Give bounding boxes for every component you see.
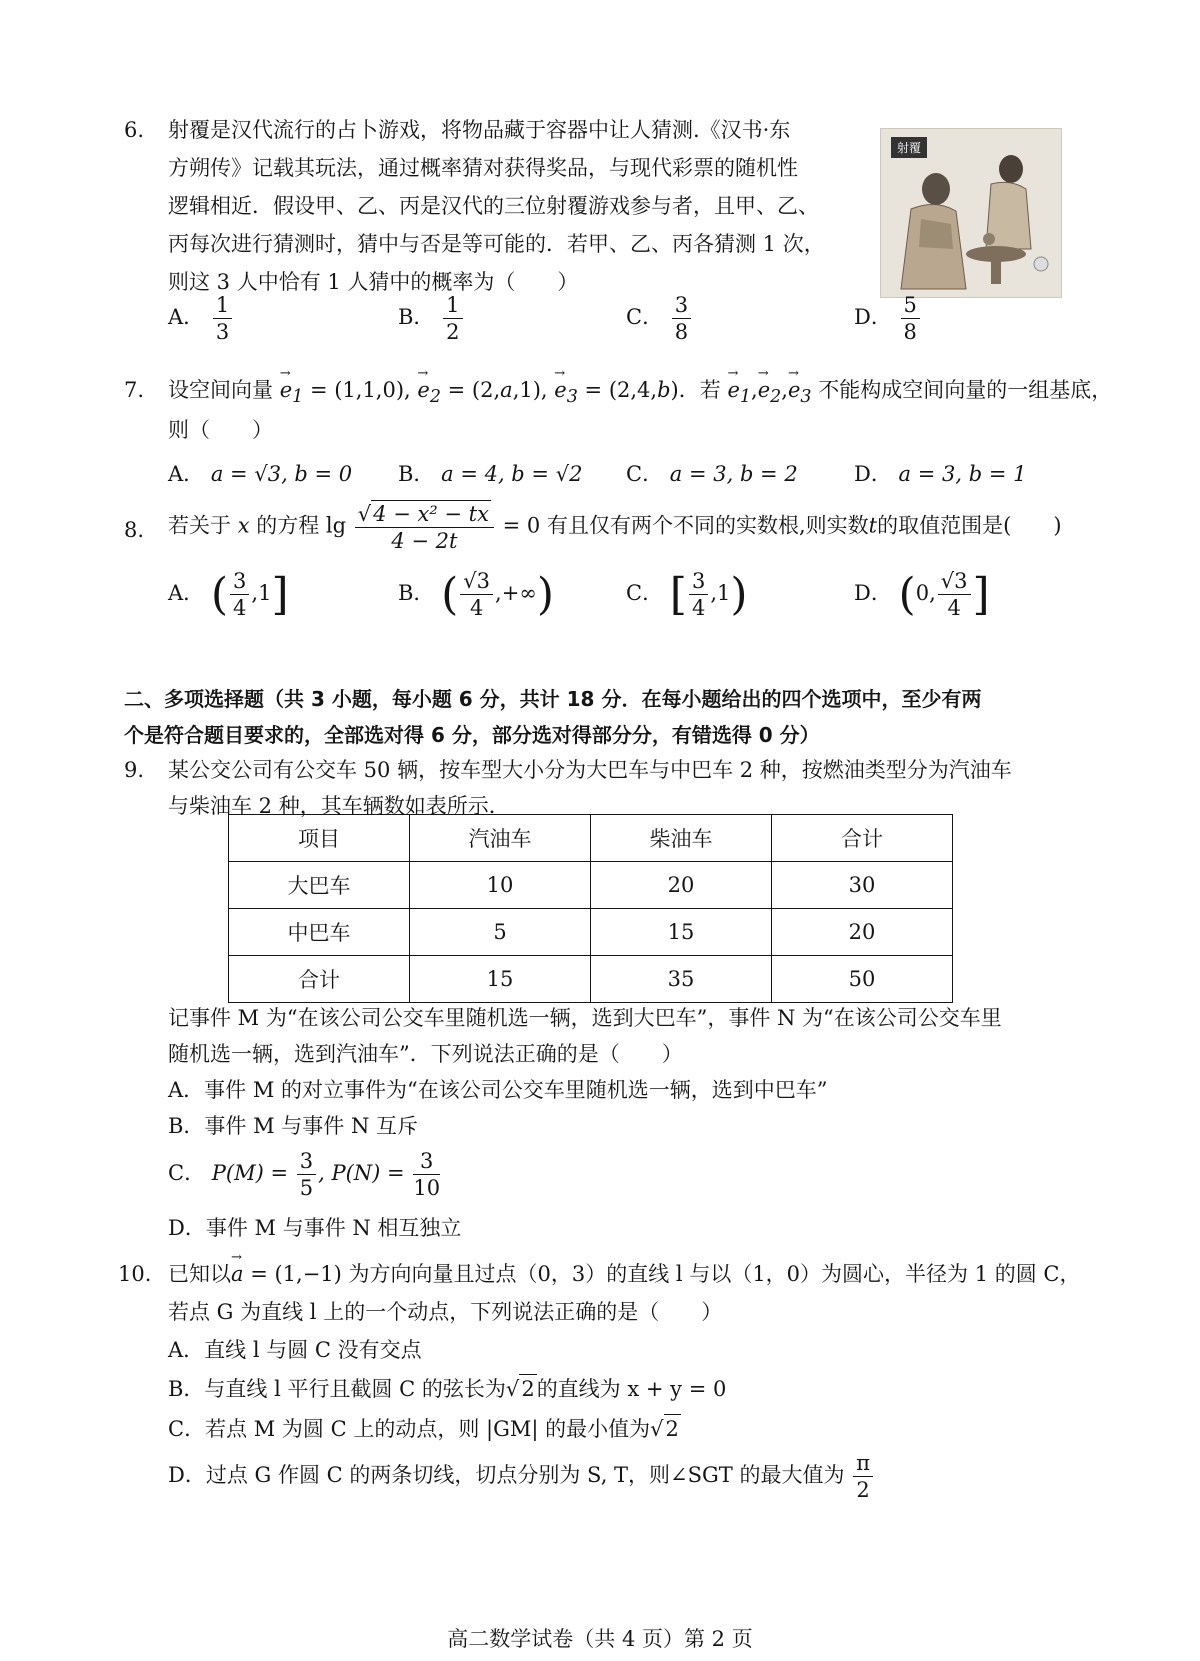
vector-e1: → $e_1$ <box>727 376 751 411</box>
option-label: D． <box>854 581 892 605</box>
numerator: 1 <box>443 292 462 319</box>
question-text-line: 逻辑相近．假设甲、乙、丙是汉代的三位射覆游戏参与者，且甲、乙、 <box>168 194 819 218</box>
option-a[interactable] <box>168 292 234 345</box>
table-cell: 中巴车 <box>229 909 410 956</box>
question-text-line: 射覆是汉代流行的占卜游戏，将物品藏于容器中让人猜测.《汉书·东 <box>168 118 791 142</box>
var-t: t <box>868 513 878 538</box>
table-header-cell: 柴油车 <box>591 815 772 862</box>
text: 已知以 <box>168 1262 231 1286</box>
illustration-label: 射覆 <box>891 137 927 158</box>
table-header-row <box>229 815 953 862</box>
denominator: 2 <box>446 320 460 344</box>
lg: lg <box>325 513 347 538</box>
option-text: a = 3, b = 2 <box>669 462 798 486</box>
bracket: ( <box>441 569 459 620</box>
option-b[interactable]: B．与直线 l 平行且截圆 C 的弦长为√2的直线为 x + y = 0 <box>168 1374 726 1403</box>
denominator: 8 <box>674 320 689 344</box>
text: = (1,−1) 为方向向量且过点（0，3）的直线 l 与以（1，0）为圆心，半径为 1 的圆 C， <box>243 1262 1081 1286</box>
fraction <box>689 568 708 621</box>
table-row <box>229 956 953 1003</box>
value: ) <box>670 378 679 402</box>
text: 的取值范围是( ) <box>877 513 1062 538</box>
option-a[interactable]: A．直线 l 与圆 C 没有交点 <box>168 1338 422 1362</box>
page-footer: 高二数学试卷（共 4 页）第 2 页 <box>447 1627 753 1651</box>
fraction <box>213 292 232 345</box>
denominator: 2 <box>856 1478 870 1502</box>
table-cell: 15 <box>410 956 591 1003</box>
table-header-cell: 合计 <box>772 815 953 862</box>
question-text-line: 与柴油车 2 种，其车辆数如表所示． <box>168 794 510 818</box>
denominator: 3 <box>215 320 230 344</box>
table-row <box>229 862 953 909</box>
table-header-cell: 项目 <box>229 815 410 862</box>
option-a[interactable] <box>168 458 352 488</box>
numerator: 3 <box>689 568 708 595</box>
text: 有且仅有两个不同的实数根,则实数 <box>546 513 869 538</box>
fraction <box>297 1148 316 1201</box>
denominator: 4 <box>947 596 961 620</box>
sheyu-illustration <box>880 128 1062 298</box>
numerator: 3 <box>413 1148 440 1175</box>
table-cell: 大巴车 <box>229 862 410 909</box>
var-x: x <box>237 513 250 538</box>
bracket: ( <box>898 569 916 620</box>
table-header-cell: 汽油车 <box>410 815 591 862</box>
denominator: 10 <box>413 1176 441 1200</box>
vector-e3: → $e_3$ <box>554 376 578 411</box>
numerator: 3 <box>672 292 691 319</box>
option-label: C． <box>626 462 664 486</box>
denominator: 4 <box>469 596 484 620</box>
numerator: 5 <box>901 292 920 319</box>
denominator: 4 − 2t <box>391 529 458 553</box>
question-number: 7. <box>124 378 145 402</box>
option-label: C． <box>626 305 664 329</box>
text: C．若点 M 为圆 C 上的动点，则 |GM| 的最小值为 <box>168 1417 651 1441</box>
question-number: 6. <box>124 118 145 142</box>
option-text: a = 4, b = √2 <box>441 462 583 486</box>
text: 不能构成空间向量的一组基底， <box>818 378 1113 402</box>
numerator: 3 <box>297 1148 316 1175</box>
fraction <box>853 1450 873 1503</box>
question-text-line <box>168 1260 1081 1288</box>
bracket: ] <box>972 569 990 620</box>
option-label: A． <box>168 581 205 605</box>
vector-e1: → $e_1$ <box>280 376 304 411</box>
fraction <box>230 568 249 621</box>
question-number: 10. <box>118 1262 152 1286</box>
numerator: √3 <box>938 568 971 595</box>
option-c[interactable]: C．若点 M 为圆 C 上的动点，则 |GM| 的最小值为√2 <box>168 1414 681 1443</box>
fraction <box>901 292 920 345</box>
option-c[interactable] <box>168 1148 442 1201</box>
option-text: a = 3, b = 1 <box>898 462 1027 486</box>
option-text: a = √3, b = 0 <box>210 462 353 486</box>
value: 0, <box>915 581 936 605</box>
question-number: 9. <box>124 758 145 782</box>
vehicle-table <box>228 814 953 1003</box>
var-a: a <box>500 378 513 402</box>
option-b[interactable] <box>398 568 554 621</box>
question-text-line: 记事件 M 为“在该公司公交车里随机选一辆，选到大巴车”，事件 N 为“在该公司公交车里 <box>168 1006 1002 1030</box>
denominator: 8 <box>903 320 917 344</box>
question-text-line: 则（ ） <box>168 418 273 442</box>
fraction <box>938 568 971 621</box>
option-label: D． <box>854 305 892 329</box>
sqrt-content: 4 − x² − tx <box>373 502 489 526</box>
bracket: ) <box>536 569 554 620</box>
numerator: π <box>853 1450 873 1477</box>
bracket: ) <box>730 569 748 620</box>
question-text-line: 某公交公司有公交车 50 辆，按车型大小分为大巴车与中巴车 2 种，按燃油类型分为汽油车 <box>168 758 1012 782</box>
vector-e2: → $e_2$ <box>417 376 441 411</box>
text: D．过点 G 作圆 C 的两条切线，切点分别为 S, T，则∠SGT 的最大值为 <box>168 1463 845 1487</box>
option-d[interactable] <box>854 292 922 345</box>
denominator: 5 <box>299 1176 314 1200</box>
value: ,1 <box>710 581 731 605</box>
option-c[interactable] <box>626 568 748 621</box>
numerator: 1 <box>213 292 232 319</box>
option-b[interactable] <box>398 458 582 488</box>
prob-n: , P(N) = <box>318 1161 405 1185</box>
option-label: D． <box>854 462 892 486</box>
numerator: 3 <box>230 568 249 595</box>
question-text-line: 方朔传》记载其玩法，通过概率猜对获得奖品，与现代彩票的随机性 <box>168 156 798 180</box>
option-label: B． <box>398 462 435 486</box>
table-cell: 30 <box>772 862 953 909</box>
table-cell: 10 <box>410 862 591 909</box>
option-label: B． <box>398 581 435 605</box>
table-cell: 15 <box>591 909 772 956</box>
bracket: [ <box>669 569 687 620</box>
numerator: √4 − x² − tx <box>355 500 494 528</box>
question-text-line: 则这 3 人中恰有 1 人猜中的概率为（ ） <box>168 270 579 294</box>
option-label: A． <box>168 305 205 329</box>
value: ,1), <box>512 378 548 402</box>
option-d[interactable] <box>854 568 990 621</box>
text: 的直线为 x + y = 0 <box>536 1377 727 1401</box>
value: = (2, <box>440 378 501 402</box>
text: 若关于 <box>168 513 231 538</box>
table-cell: 35 <box>591 956 772 1003</box>
option-label: B． <box>398 305 435 329</box>
question-number: 8. <box>124 518 145 542</box>
vector-a: → a <box>231 1260 244 1288</box>
option-label: A． <box>168 462 205 486</box>
section-heading: 二、多项选择题（共 3 小题，每小题 6 分，共计 18 分．在每小题给出的四个选项中，至少有两 <box>124 687 982 711</box>
option-b[interactable] <box>398 292 465 345</box>
text: ．若 <box>678 378 721 402</box>
option-label: C． <box>168 1161 206 1185</box>
table-cell: 20 <box>772 909 953 956</box>
prob-m: P(M) = <box>211 1161 289 1185</box>
fraction <box>443 292 462 345</box>
option-d[interactable] <box>854 458 1026 488</box>
fraction <box>355 500 494 554</box>
table-cell: 5 <box>410 909 591 956</box>
question-text-line: 若点 G 为直线 l 上的一个动点，下列说法正确的是（ ） <box>168 1300 723 1324</box>
question-text-line: 设空间向量 → $e_1 = (1,1,0)$, → $e_2 = (2,a,1)$, → $e_3 = (2,4,b)$．若 → $e_1,\to e_2,\to e_3$ 不能构成空间向量的一组基底， <box>168 376 1112 411</box>
value: ,1 <box>251 581 272 605</box>
text: 的方程 <box>256 513 320 538</box>
sqrt-content: 2 <box>664 1414 681 1443</box>
text: B．与直线 l 平行且截圆 C 的弦长为 <box>168 1377 506 1401</box>
fraction <box>413 1148 440 1201</box>
table-row <box>229 909 953 956</box>
option-c[interactable] <box>626 458 798 488</box>
option-a[interactable] <box>168 568 289 621</box>
denominator: 4 <box>691 596 706 620</box>
bracket: ] <box>271 569 289 620</box>
vector-e3: → $e_3$ <box>788 376 812 411</box>
vector-e2: → $e_2$ <box>758 376 782 411</box>
value: = (1,1,0), <box>303 378 411 402</box>
bracket: ( <box>210 569 229 620</box>
fraction <box>672 292 691 345</box>
denominator: 4 <box>233 596 247 620</box>
value: = (2,4, <box>577 378 658 402</box>
numerator: √3 <box>460 568 493 595</box>
text: 设空间向量 <box>168 378 273 402</box>
option-d[interactable]: D．事件 M 与事件 N 相互独立 <box>168 1216 462 1240</box>
table-cell: 50 <box>772 956 953 1003</box>
section-heading: 个是符合题目要求的，全部选对得 6 分，部分选对得部分分，有错选得 0 分） <box>124 723 820 747</box>
option-d[interactable] <box>168 1450 875 1503</box>
table-cell: 合计 <box>229 956 410 1003</box>
table-cell: 20 <box>591 862 772 909</box>
fraction <box>460 568 493 621</box>
option-label: C． <box>626 581 664 605</box>
var-b: b <box>657 378 671 402</box>
option-b[interactable]: B．事件 M 与事件 N 互斥 <box>168 1114 419 1138</box>
text: = 0 <box>502 513 541 538</box>
sqrt-content: 2 <box>519 1374 536 1403</box>
option-c[interactable] <box>626 292 693 345</box>
option-a[interactable]: A．事件 M 的对立事件为“在该公司公交车里随机选一辆，选到中巴车” <box>168 1078 828 1102</box>
value: ,+∞ <box>495 581 537 605</box>
question-text-line: 随机选一辆，选到汽油车”．下列说法正确的是（ ） <box>168 1042 683 1066</box>
question-text-line <box>168 500 1062 554</box>
question-text-line: 丙每次进行猜测时，猜中与否是等可能的．若甲、乙、丙各猜测 1 次， <box>168 232 825 256</box>
